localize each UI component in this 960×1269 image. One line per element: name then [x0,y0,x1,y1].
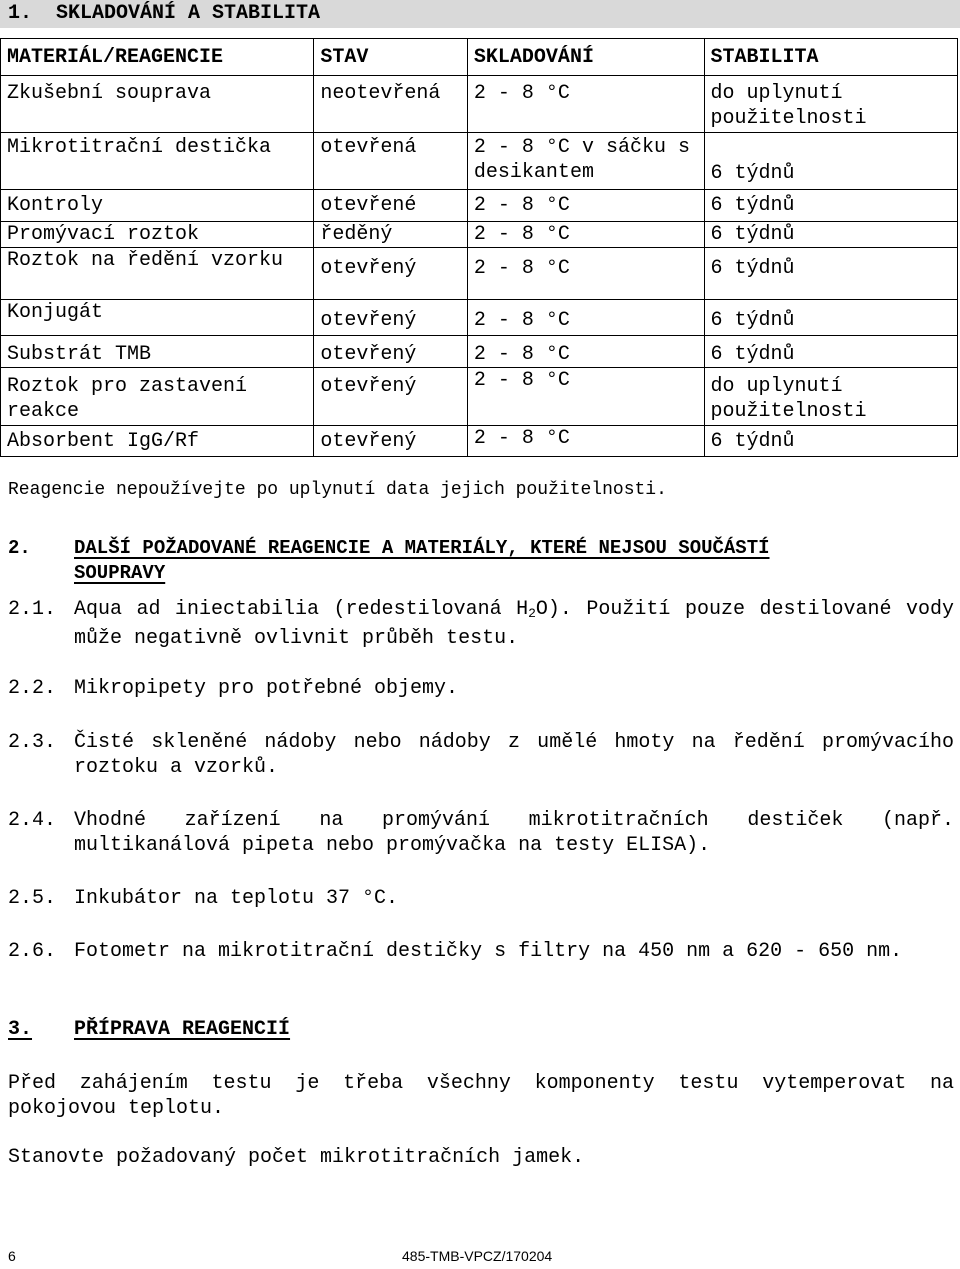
cell-state: otevřená [314,133,468,190]
cell-storage: 2 - 8 °C [467,300,704,336]
section-2-title [74,536,954,586]
cell-storage: 2 - 8 °C [467,426,704,457]
table-row [1,133,958,190]
table-row [1,190,958,222]
item-number: 2.4. [8,809,57,832]
cell-material: Zkušební souprava [1,76,314,133]
item-number: 2.5. [8,887,57,910]
header-stability: STABILITA [704,39,957,76]
cell-storage: 2 - 8 °C [467,336,704,368]
cell-material: Kontroly [1,190,314,222]
cell-state: otevřený [314,248,468,300]
cell-material: Roztok na ředění vzorku [1,248,314,300]
stability-table [0,38,958,457]
header-material: MATERIÁL/REAGENCIE [1,39,314,76]
section-1-title: 1. SKLADOVÁNÍ A STABILITA [8,2,321,25]
cell-state: neotevřená [314,76,468,133]
cell-storage: 2 - 8 °C [467,222,704,248]
document-code: 485-TMB-VPCZ/170204 [402,1248,553,1264]
table-row [1,300,958,336]
cell-stability: do uplynutí použitelnosti [704,76,957,133]
cell-storage: 2 - 8 °C [467,76,704,133]
cell-state: otevřený [314,336,468,368]
cell-stability: 6 týdnů [704,133,957,190]
section-3-paragraph-1: Před zahájením testu je třeba všechny komponenty testu vytemperovat na pokojovou teplotu. [8,1072,954,1120]
table-row [1,222,958,248]
item-text: Mikropipety pro potřebné objemy. [74,677,459,700]
expiry-note: Reagencie nepoužívejte po uplynutí data jejich použitelnosti. [8,480,667,500]
cell-state: otevřený [314,300,468,336]
item-number: 2.1. [8,598,57,621]
item-number: 2.6. [8,940,57,963]
cell-stability: 6 týdnů [704,222,957,248]
cell-stability: 6 týdnů [704,300,957,336]
item-text: Fotometr na mikrotitrační destičky s filtry na 450 nm a 620 - 650 nm. [74,940,903,963]
subscript: 2 [528,606,536,621]
item-text: Inkubátor na teplotu 37 °C. [74,887,399,910]
section-2-title-line1: DALŠÍ POŽADOVANÉ REAGENCIE A MATERIÁLY, KTERÉ NEJSOU SOUČÁSTÍ [74,537,770,559]
cell-state: otevřený [314,368,468,426]
cell-stability: 6 týdnů [704,248,957,300]
cell-stability: do uplynutí použitelnosti [704,368,957,426]
section-3-number: 3. [8,1018,33,1041]
table-row [1,248,958,300]
table-header-row [1,39,958,76]
item-number: 2.2. [8,677,57,700]
cell-material: Roztok pro zastavení reakce [1,368,314,426]
cell-storage: 2 - 8 °C v sáčku s desikantem [467,133,704,190]
cell-stability: 6 týdnů [704,190,957,222]
cell-storage: 2 - 8 °C [467,190,704,222]
header-state: STAV [314,39,468,76]
table-row [1,368,958,426]
section-2-title-line2: SOUPRAVY [74,562,166,584]
cell-storage: 2 - 8 °C [467,248,704,300]
cell-storage: 2 - 8 °C [467,368,704,426]
header-storage: SKLADOVÁNÍ [467,39,704,76]
section-3-paragraph-2: Stanovte požadovaný počet mikrotitračních jamek. [8,1146,585,1169]
cell-state: ředěný [314,222,468,248]
cell-stability: 6 týdnů [704,426,957,457]
table-row [1,426,958,457]
cell-material: Absorbent IgG/Rf [1,426,314,457]
cell-material: Substrát TMB [1,336,314,368]
section-3-title: PŘÍPRAVA REAGENCIÍ [74,1018,291,1041]
item-text: Aqua ad iniectabilia (redestilovaná $H_2O$). Použití pouze destilované vody může negativně ovlivnit průběh testu. [74,598,954,650]
table-row [1,336,958,368]
cell-state: otevřený [314,426,468,457]
section-2-number: 2. [8,537,31,559]
item-text: Vhodné zařízení na promývání mikrotitračních destiček (např. multikanálová pipeta nebo promývačka na testy ELISA). [74,809,954,857]
item-text: Čisté skleněné nádoby nebo nádoby z umělé hmoty na ředění promývacího roztoku a vzorků. [74,731,954,779]
item-number: 2.3. [8,731,57,754]
page-number: 6 [8,1248,16,1264]
cell-material: Promývací roztok [1,222,314,248]
cell-material: Konjugát [1,300,314,336]
table-row [1,76,958,133]
cell-state: otevřené [314,190,468,222]
cell-stability: 6 týdnů [704,336,957,368]
cell-material: Mikrotitrační destička [1,133,314,190]
